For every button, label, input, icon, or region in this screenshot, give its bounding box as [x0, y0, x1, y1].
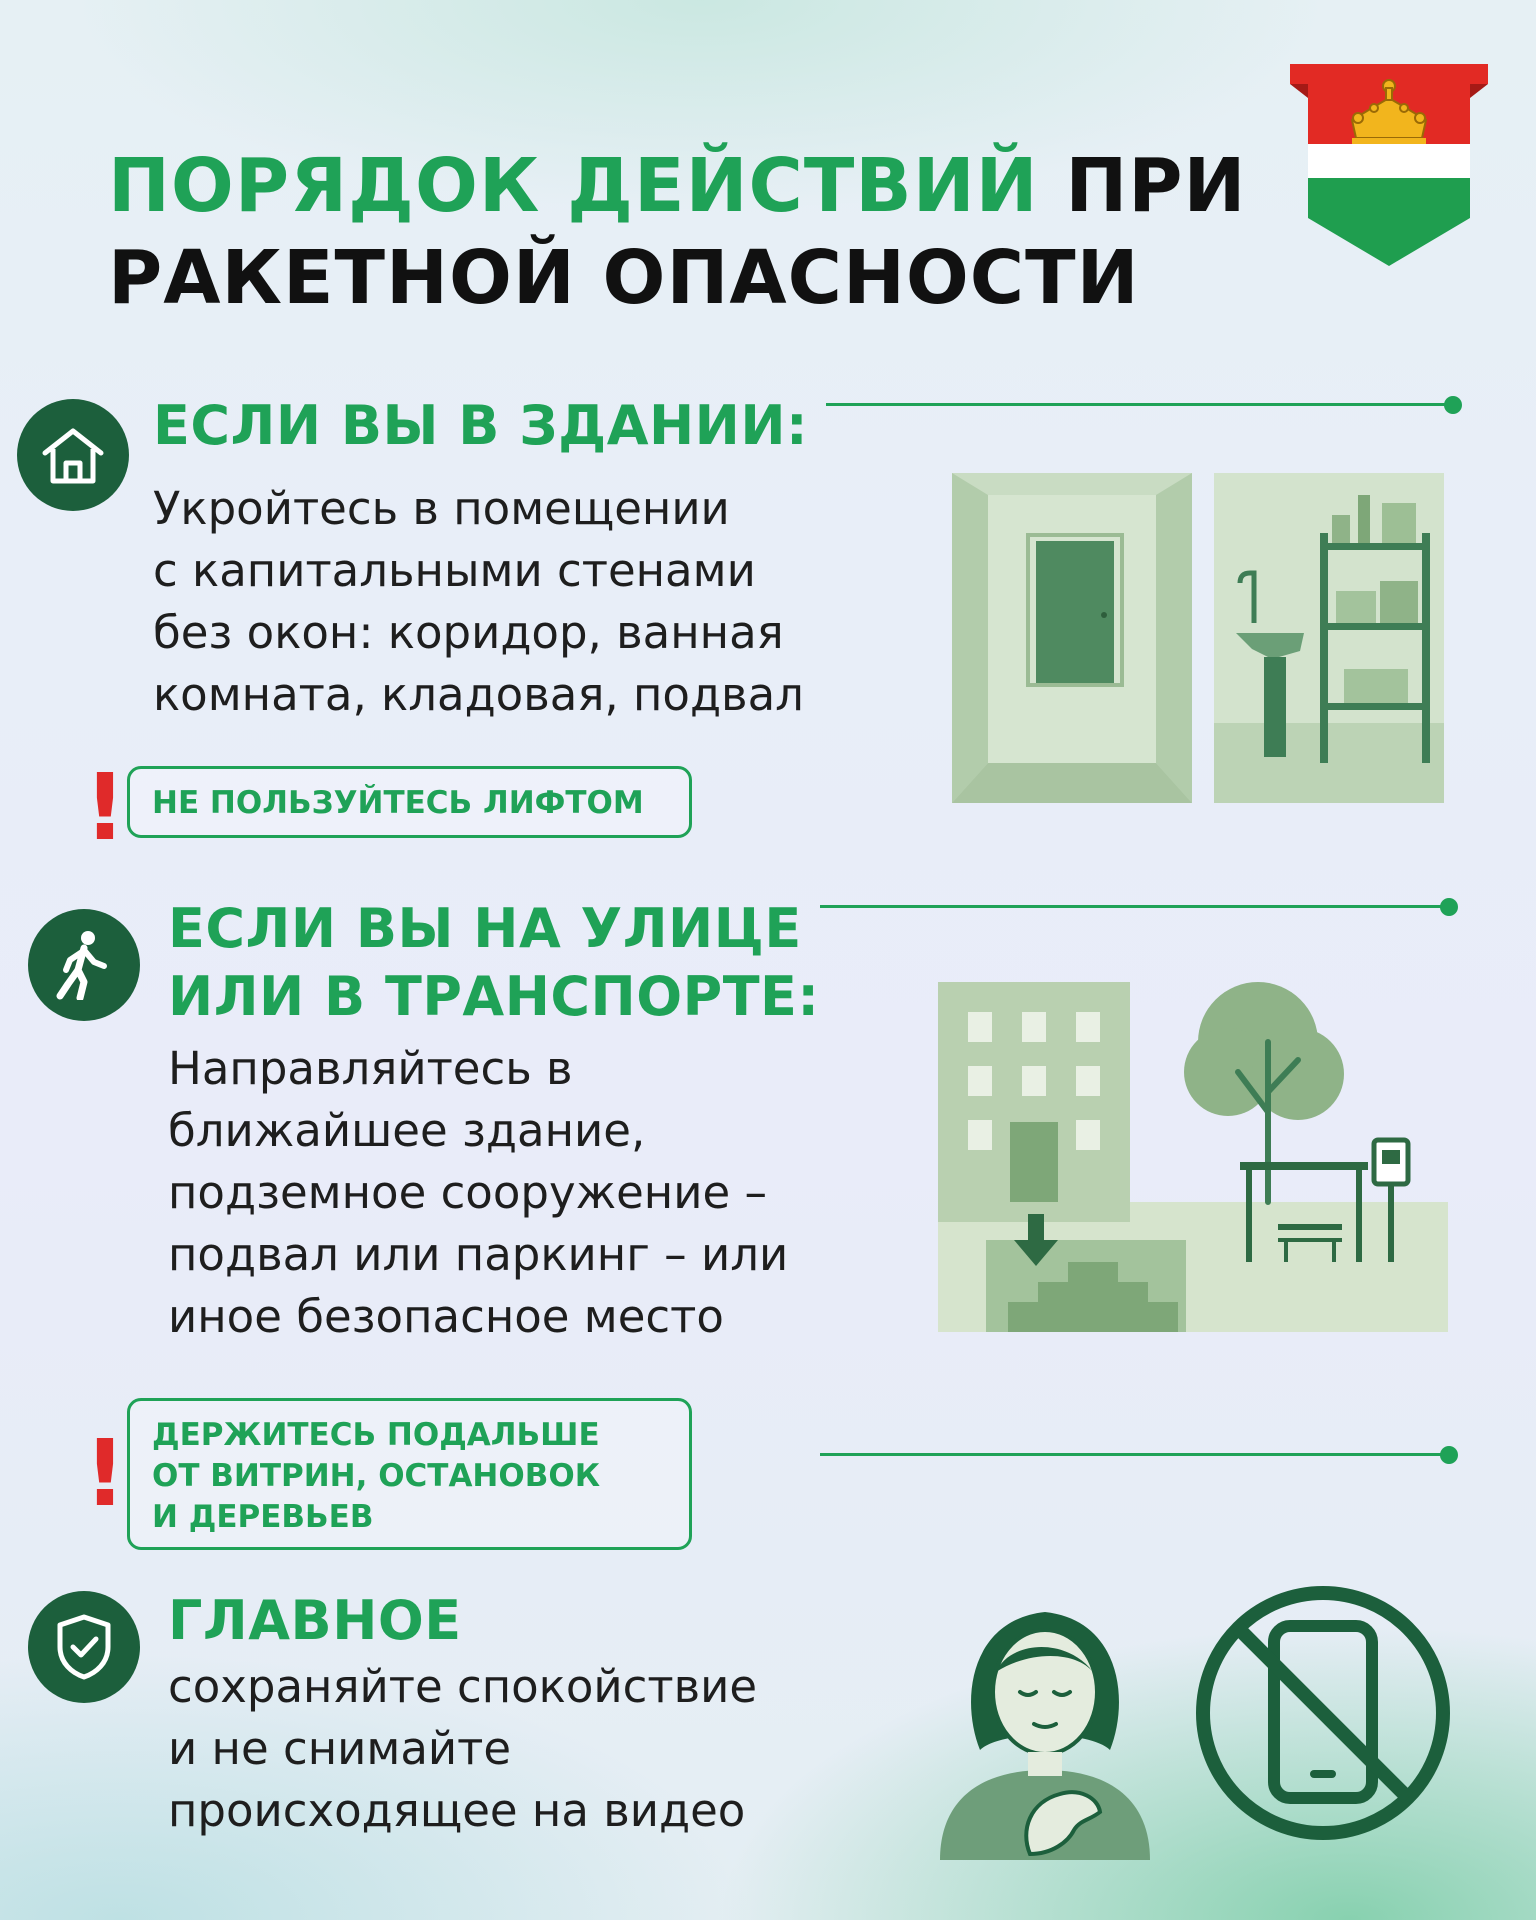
text-line: ближайшее здание,	[168, 1104, 646, 1157]
section-title-street	[168, 895, 820, 1031]
text-line: с капитальными стенами	[153, 544, 756, 597]
divider-dot	[1440, 898, 1458, 916]
warning-text: ДЕРЖИТЕСЬ ПОДАЛЬШЕ	[152, 1417, 600, 1453]
coat-of-arms-emblem	[1286, 58, 1492, 268]
divider-dot	[1440, 1446, 1458, 1464]
house-icon-circle	[17, 399, 129, 511]
house-icon	[41, 425, 105, 485]
text-line: Укройтесь в помещении	[153, 482, 730, 535]
divider-line	[820, 1453, 1452, 1456]
walking-icon-circle	[28, 909, 140, 1021]
text-line: подземное сооружение –	[168, 1166, 767, 1219]
warning-text: ОТ ВИТРИН, ОСТАНОВОК	[152, 1458, 601, 1494]
text-line: без окон: коридор, ванная	[153, 606, 784, 659]
warning-exclamation-icon: !	[84, 1420, 126, 1527]
outdoor-shelter-illustration	[938, 962, 1448, 1332]
page-title	[108, 140, 1246, 324]
text-line: Направляйтесь в	[168, 1042, 573, 1095]
shield-icon-circle	[28, 1591, 140, 1703]
section-text-street	[168, 1038, 788, 1348]
title-black-part-1: ПРИ	[1065, 143, 1247, 229]
walking-person-icon	[54, 930, 114, 1000]
warning-exclamation-icon: !	[84, 754, 126, 861]
no-phone-icon-wrapper	[1192, 1582, 1454, 1844]
calm-person-illustration	[920, 1580, 1170, 1860]
divider-line	[820, 905, 1452, 908]
title-line: ЕСЛИ ВЫ НА УЛИЦЕ	[168, 897, 802, 960]
section-title-building: ЕСЛИ ВЫ В ЗДАНИИ:	[153, 394, 809, 457]
title-line: ИЛИ В ТРАНСПОРТЕ:	[168, 965, 820, 1028]
text-line: подвал или паркинг – или	[168, 1228, 789, 1281]
warning-box-elevator	[127, 766, 692, 838]
text-line: сохраняйте спокойствие	[168, 1660, 758, 1713]
section-title-main: ГЛАВНОЕ	[168, 1589, 462, 1652]
text-line: происходящее на видео	[168, 1784, 746, 1837]
crown-coat-of-arms-icon	[1286, 58, 1492, 268]
text-line: и не снимайте	[168, 1722, 512, 1775]
section-text-building	[153, 478, 804, 726]
no-phone-icon	[1192, 1582, 1454, 1844]
text-line: иное безопасное место	[168, 1290, 724, 1343]
warning-box-distance	[127, 1398, 692, 1550]
divider-line	[826, 403, 1452, 406]
indoor-shelter-illustration	[952, 473, 1444, 803]
title-black-part-2: РАКЕТНОЙ ОПАСНОСТИ	[108, 235, 1140, 321]
warning-text: И ДЕРЕВЬЕВ	[152, 1499, 374, 1535]
title-green-part: ПОРЯДОК ДЕЙСТВИЙ	[108, 143, 1039, 229]
text-line: комната, кладовая, подвал	[153, 668, 804, 721]
divider-dot	[1444, 396, 1462, 414]
shield-check-icon	[54, 1613, 114, 1681]
warning-text: НЕ ПОЛЬЗУЙТЕСЬ ЛИФТОМ	[152, 785, 644, 821]
section-text-main	[168, 1656, 757, 1842]
